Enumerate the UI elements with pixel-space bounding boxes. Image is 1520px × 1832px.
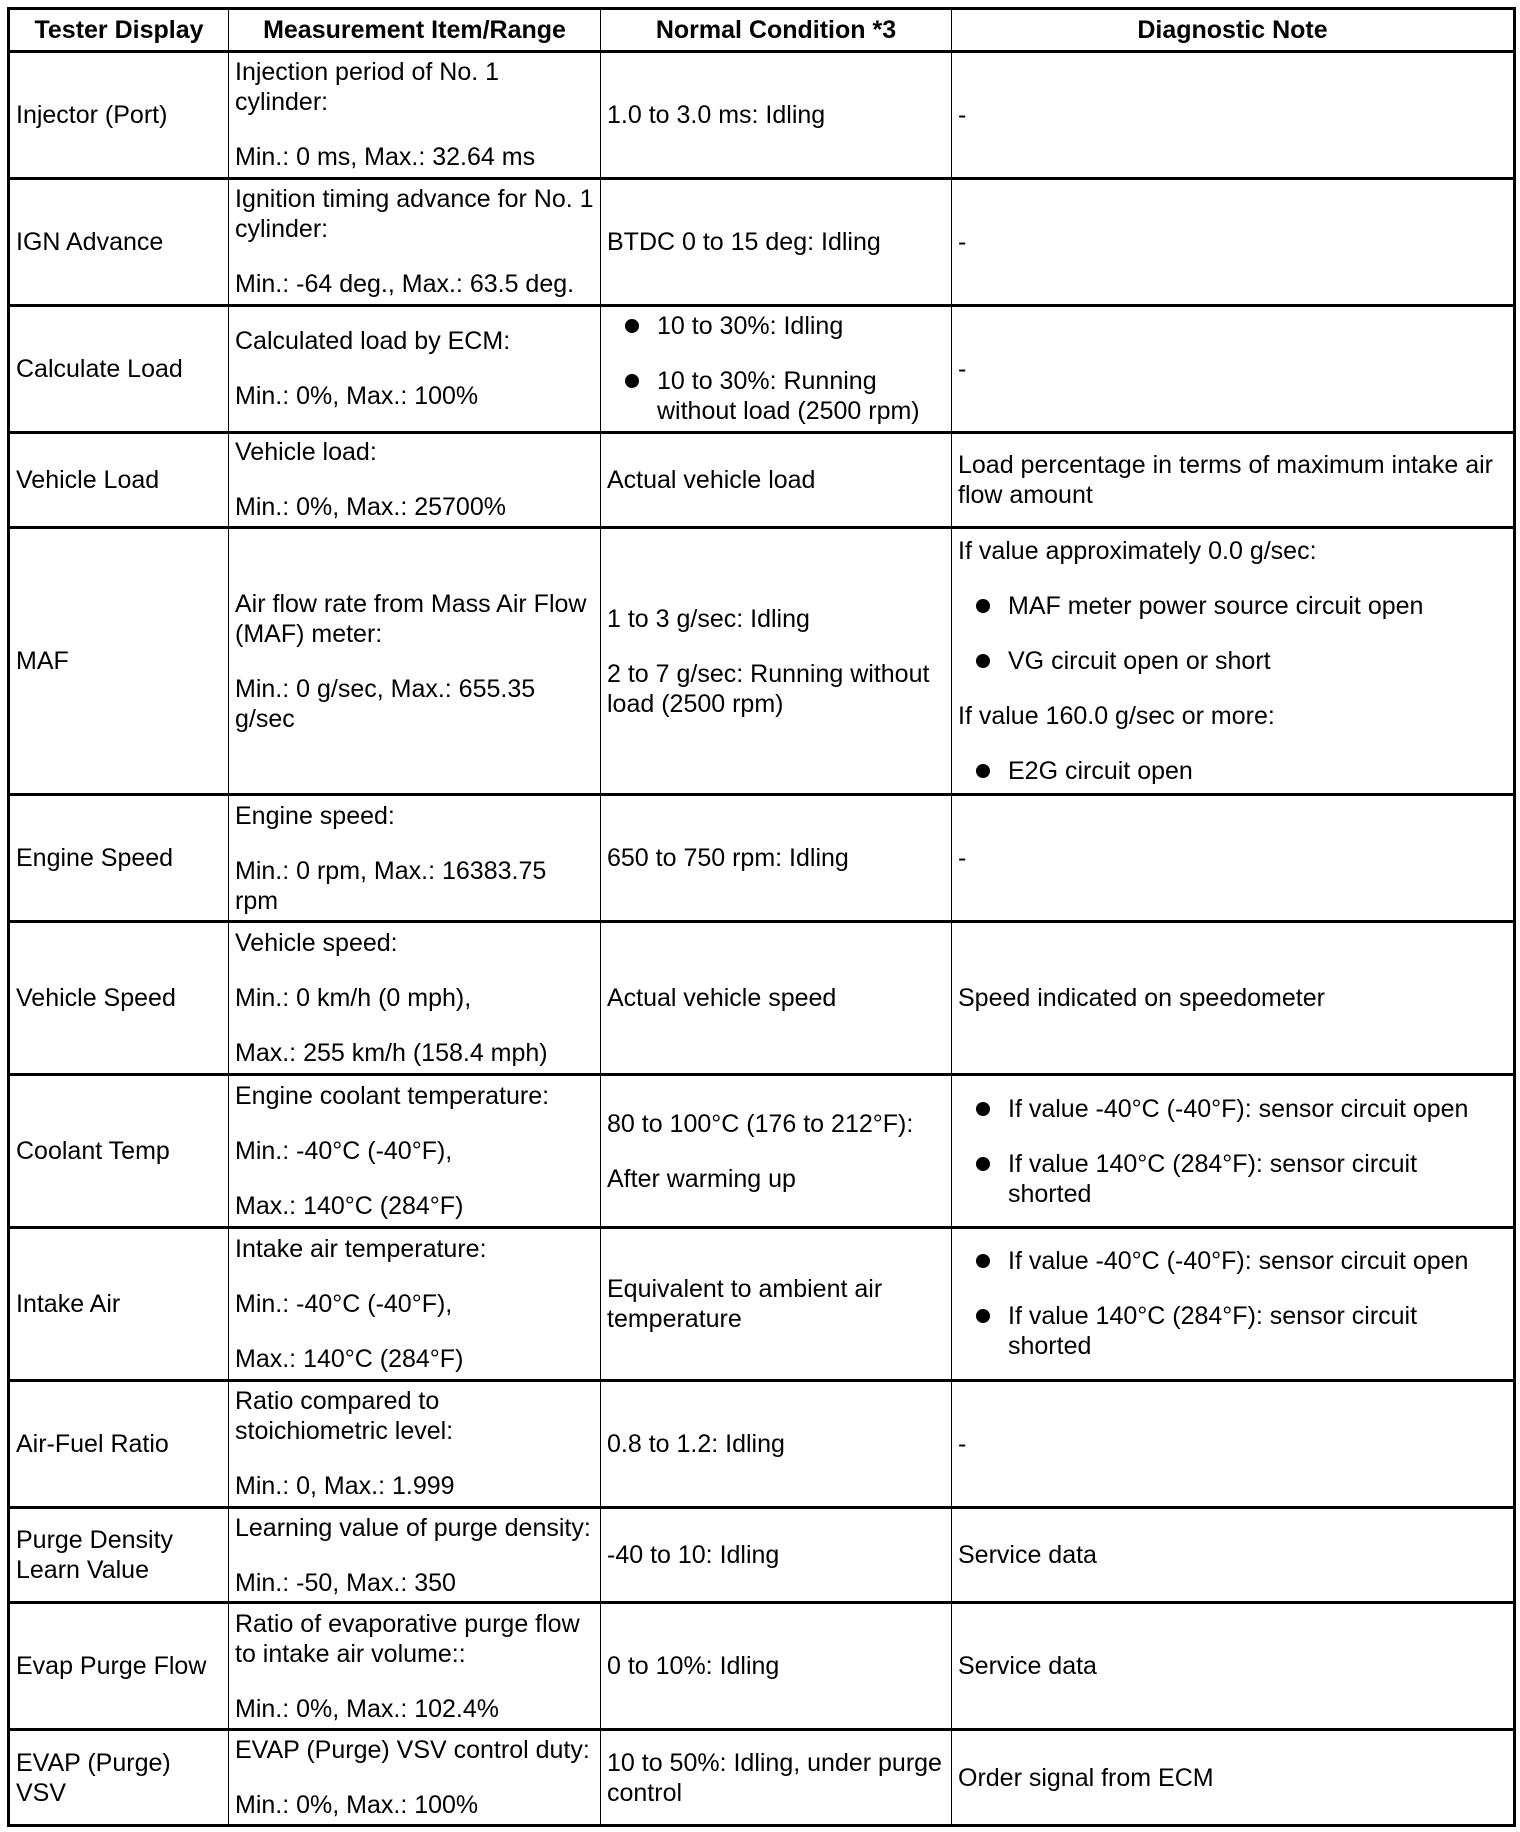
note-text: Service data	[958, 1541, 1097, 1570]
measurement-text: Ratio of evaporative purge flow to intake air volume::	[235, 1609, 580, 1668]
measurement-range: Max.: 140°C (284°F)	[235, 1192, 464, 1221]
cell-diagnostic-note	[952, 1507, 1515, 1603]
normal-text: 0 to 10%: Idling	[607, 1652, 780, 1681]
list-item: 10 to 30%: Running without load (2500 rpm)	[607, 366, 945, 426]
table-row	[9, 1228, 1515, 1381]
note-text: -	[958, 100, 967, 129]
note-bullet-list	[958, 591, 1507, 676]
cell-tester-display: Injector (Port)	[9, 52, 229, 179]
cell-tester-display: MAF	[9, 528, 229, 795]
cell-tester-display: Coolant Temp	[9, 1075, 229, 1228]
cell-tester-display: Purge Density Learn Value	[9, 1507, 229, 1603]
cell-diagnostic-note	[952, 1730, 1515, 1826]
table-row	[9, 1603, 1515, 1730]
cell-diagnostic-note	[952, 178, 1515, 305]
measurement-range: Min.: -50, Max.: 350	[235, 1568, 456, 1597]
normal-text: 650 to 750 rpm: Idling	[607, 844, 849, 873]
measurement-text: Learning value of purge density:	[235, 1513, 591, 1542]
measurement-text: Vehicle speed:	[235, 929, 398, 958]
cell-diagnostic-note	[952, 1603, 1515, 1730]
measurement-range: Min.: 0 g/sec, Max.: 655.35 g/sec	[235, 674, 536, 733]
table-row	[9, 178, 1515, 305]
table-row	[9, 1507, 1515, 1603]
note-bullet-list	[958, 756, 1507, 786]
table-row	[9, 52, 1515, 179]
normal-text: Actual vehicle speed	[607, 984, 837, 1013]
measurement-text: Ignition timing advance for No. 1 cylinder:	[235, 185, 594, 244]
cell-normal-condition	[601, 528, 952, 795]
note-text: Service data	[958, 1652, 1097, 1681]
cell-normal-condition	[601, 178, 952, 305]
header-normal-condition: Normal Condition *3	[601, 9, 952, 52]
cell-normal-condition	[601, 795, 952, 922]
note-text: -	[958, 1429, 967, 1458]
measurement-range: Min.: -64 deg., Max.: 63.5 deg.	[235, 270, 575, 299]
cell-measurement	[229, 178, 601, 305]
list-item: If value -40°C (-40°F): sensor circuit open	[958, 1094, 1507, 1124]
cell-measurement	[229, 432, 601, 528]
cell-measurement	[229, 1228, 601, 1381]
cell-measurement	[229, 795, 601, 922]
note-bullet-list	[958, 1094, 1507, 1209]
cell-diagnostic-note	[952, 432, 1515, 528]
cell-measurement	[229, 528, 601, 795]
measurement-range: Min.: 0%, Max.: 100%	[235, 1791, 479, 1820]
measurement-range: Min.: 0 rpm, Max.: 16383.75 rpm	[235, 856, 547, 915]
measurement-text: Air flow rate from Mass Air Flow (MAF) meter:	[235, 589, 587, 648]
measurement-text: EVAP (Purge) VSV control duty:	[235, 1736, 590, 1765]
cell-tester-display: Engine Speed	[9, 795, 229, 922]
cell-normal-condition	[601, 52, 952, 179]
normal-bullet-list	[607, 311, 945, 426]
measurement-range: Min.: 0%, Max.: 102.4%	[235, 1694, 500, 1723]
note-text: Load percentage in terms of maximum intake air flow amount	[958, 450, 1493, 509]
measurement-range: Min.: 0, Max.: 1.999	[235, 1472, 455, 1501]
cell-tester-display: Vehicle Load	[9, 432, 229, 528]
cell-normal-condition	[601, 432, 952, 528]
normal-text: BTDC 0 to 15 deg: Idling	[607, 227, 881, 256]
note-intro: If value 160.0 g/sec or more:	[958, 702, 1275, 731]
cell-normal-condition	[601, 1228, 952, 1381]
list-item: 10 to 30%: Idling	[607, 311, 945, 341]
measurement-range: Min.: -40°C (-40°F),	[235, 1289, 453, 1318]
cell-normal-condition	[601, 1507, 952, 1603]
normal-text: After warming up	[607, 1164, 796, 1193]
header-tester-display: Tester Display	[9, 9, 229, 52]
cell-tester-display: Calculate Load	[9, 305, 229, 432]
note-text: -	[958, 354, 967, 383]
measurement-range: Max.: 140°C (284°F)	[235, 1344, 464, 1373]
list-item: VG circuit open or short	[958, 646, 1507, 676]
cell-tester-display: Air-Fuel Ratio	[9, 1380, 229, 1507]
cell-measurement	[229, 1380, 601, 1507]
cell-tester-display: Intake Air	[9, 1228, 229, 1381]
list-item: If value -40°C (-40°F): sensor circuit open	[958, 1246, 1507, 1276]
table-row	[9, 305, 1515, 432]
data-list-table	[7, 7, 1516, 1827]
note-text: -	[958, 227, 967, 256]
measurement-range: Max.: 255 km/h (158.4 mph)	[235, 1039, 548, 1068]
cell-measurement	[229, 1075, 601, 1228]
normal-text: Actual vehicle load	[607, 465, 816, 494]
list-item: If value 140°C (284°F): sensor circuit shorted	[958, 1301, 1507, 1361]
normal-text: 10 to 50%: Idling, under purge control	[607, 1748, 942, 1807]
cell-tester-display: EVAP (Purge) VSV	[9, 1730, 229, 1826]
list-item: MAF meter power source circuit open	[958, 591, 1507, 621]
cell-normal-condition	[601, 1380, 952, 1507]
cell-measurement	[229, 1730, 601, 1826]
measurement-range: Min.: -40°C (-40°F),	[235, 1137, 453, 1166]
table-row	[9, 432, 1515, 528]
cell-diagnostic-note	[952, 528, 1515, 795]
note-text: -	[958, 844, 967, 873]
table-row	[9, 795, 1515, 922]
cell-measurement	[229, 305, 601, 432]
cell-diagnostic-note	[952, 1228, 1515, 1381]
cell-normal-condition	[601, 305, 952, 432]
measurement-text: Injection period of No. 1 cylinder:	[235, 58, 500, 117]
cell-normal-condition	[601, 1603, 952, 1730]
header-row	[9, 9, 1515, 52]
normal-text: 0.8 to 1.2: Idling	[607, 1429, 785, 1458]
normal-text: 1 to 3 g/sec: Idling	[607, 604, 810, 633]
cell-diagnostic-note	[952, 1075, 1515, 1228]
cell-normal-condition	[601, 1730, 952, 1826]
normal-text: Equivalent to ambient air temperature	[607, 1274, 883, 1333]
cell-diagnostic-note	[952, 922, 1515, 1075]
table-row	[9, 922, 1515, 1075]
cell-diagnostic-note	[952, 795, 1515, 922]
normal-text: 2 to 7 g/sec: Running without load (2500 rpm)	[607, 659, 930, 718]
cell-tester-display: Evap Purge Flow	[9, 1603, 229, 1730]
table-row	[9, 1075, 1515, 1228]
cell-diagnostic-note	[952, 305, 1515, 432]
cell-tester-display: IGN Advance	[9, 178, 229, 305]
note-text: Speed indicated on speedometer	[958, 984, 1325, 1013]
cell-normal-condition	[601, 922, 952, 1075]
list-item: If value 140°C (284°F): sensor circuit shorted	[958, 1149, 1507, 1209]
normal-text: -40 to 10: Idling	[607, 1541, 780, 1570]
measurement-text: Vehicle load:	[235, 438, 377, 467]
measurement-text: Calculated load by ECM:	[235, 327, 511, 356]
measurement-text: Intake air temperature:	[235, 1234, 487, 1263]
table-row	[9, 1380, 1515, 1507]
cell-measurement	[229, 1507, 601, 1603]
cell-tester-display: Vehicle Speed	[9, 922, 229, 1075]
header-diagnostic-note: Diagnostic Note	[952, 9, 1515, 52]
cell-normal-condition	[601, 1075, 952, 1228]
measurement-range: Min.: 0%, Max.: 100%	[235, 382, 479, 411]
note-text: Order signal from ECM	[958, 1763, 1214, 1792]
measurement-text: Engine speed:	[235, 801, 395, 830]
list-item: E2G circuit open	[958, 756, 1507, 786]
cell-measurement	[229, 52, 601, 179]
measurement-range: Min.: 0 km/h (0 mph),	[235, 984, 472, 1013]
table-row	[9, 528, 1515, 795]
note-bullet-list	[958, 1246, 1507, 1361]
cell-diagnostic-note	[952, 52, 1515, 179]
cell-measurement	[229, 922, 601, 1075]
measurement-range: Min.: 0%, Max.: 25700%	[235, 493, 506, 522]
measurement-text: Ratio compared to stoichiometric level:	[235, 1387, 454, 1446]
header-measurement-item: Measurement Item/Range	[229, 9, 601, 52]
measurement-text: Engine coolant temperature:	[235, 1082, 550, 1111]
measurement-range: Min.: 0 ms, Max.: 32.64 ms	[235, 143, 536, 172]
normal-text: 80 to 100°C (176 to 212°F):	[607, 1109, 914, 1138]
table-row	[9, 1730, 1515, 1826]
note-intro: If value approximately 0.0 g/sec:	[958, 537, 1317, 566]
cell-diagnostic-note	[952, 1380, 1515, 1507]
cell-measurement	[229, 1603, 601, 1730]
normal-text: 1.0 to 3.0 ms: Idling	[607, 100, 826, 129]
